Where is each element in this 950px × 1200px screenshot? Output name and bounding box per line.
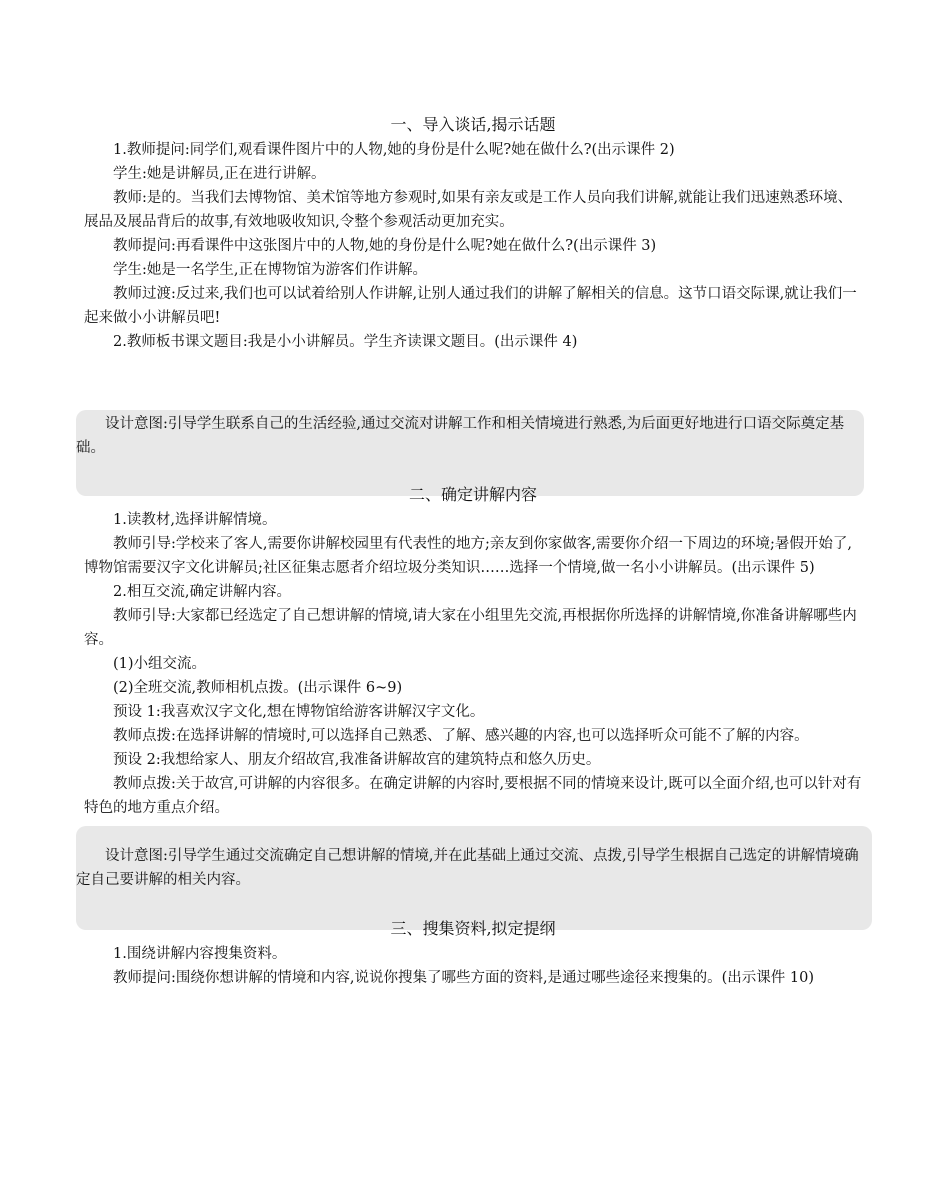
section-heading-3: 三、搜集资料,拟定提纲	[390, 919, 556, 938]
paragraph: 教师提问:围绕你想讲解的情境和内容,说说你搜集了哪些方面的资料,是通过哪些途径来搜集的。(出示课件 10)	[113, 970, 814, 986]
paragraph: 2.教师板书课文题目:我是小小讲解员。学生齐读课文题目。(出示课件 4)	[113, 334, 578, 350]
paragraph: 1.教师提问:同学们,观看课件图片中的人物,她的身份是什么呢?她在做什么?(出示课件 2)	[113, 142, 675, 158]
paragraph: 教师过渡:反过来,我们也可以试着给别人作讲解,让别人通过我们的讲解了解相关的信息。这节口语交际课,就让我们一起来做小小讲解员吧!	[84, 286, 857, 326]
section-heading-2: 二、确定讲解内容	[408, 485, 537, 504]
paragraph: 1.读教材,选择讲解情境。	[113, 512, 277, 528]
paragraph: 教师:是的。当我们去博物馆、美术馆等地方参观时,如果有亲友或是工作人员向我们讲解,就能让我们迅速熟悉环境、展品及展品背后的故事,有效地吸收知识,令整个参观活动更加充实。	[84, 190, 853, 230]
design-intent-text: 设计意图:引导学生通过交流确定自己想讲解的情境,并在此基础上通过交流、点拨,引导学生根据自己选定的讲解情境确定自己要讲解的相关内容。	[76, 848, 859, 888]
paragraph: 1.围绕讲解内容搜集资料。	[113, 946, 287, 962]
paragraph: (1)小组交流。	[113, 656, 207, 672]
paragraph: 教师引导:大家都已经选定了自己想讲解的情境,请大家在小组里先交流,再根据你所选择的讲解情境,你准备讲解哪些内容。	[84, 608, 857, 648]
paragraph: 预设 1:我喜欢汉字文化,想在博物馆给游客讲解汉字文化。	[113, 704, 485, 720]
paragraph: 教师提问:再看课件中这张图片中的人物,她的身份是什么呢?她在做什么?(出示课件 3)	[113, 238, 657, 254]
paragraph: 2.相互交流,确定讲解内容。	[113, 584, 291, 600]
paragraph: 教师点拨:在选择讲解的情境时,可以选择自己熟悉、了解、感兴趣的内容,也可以选择听众可能不了解的内容。	[113, 728, 809, 744]
design-intent-box-2	[76, 826, 872, 930]
design-intent-text: 设计意图:引导学生联系自己的生活经验,通过交流对讲解工作和相关情境进行熟悉,为后面更好地进行口语交际奠定基础。	[76, 416, 845, 456]
paragraph: 教师点拨:关于故宫,可讲解的内容很多。在确定讲解的内容时,要根据不同的情境来设计,既可以全面介绍,也可以针对有特色的地方重点介绍。	[84, 776, 862, 816]
document-page	[76, 112, 862, 990]
section-heading-1: 一、导入谈话,揭示话题	[390, 115, 556, 134]
paragraph: 学生:她是一名学生,正在博物馆为游客们作讲解。	[113, 262, 427, 278]
paragraph: (2)全班交流,教师相机点拨。(出示课件 6~9)	[113, 680, 403, 696]
paragraph: 教师引导:学校来了客人,需要你讲解校园里有代表性的地方;亲友到你家做客,需要你介绍一下周边的环境;暑假开始了,博物馆需要汉字文化讲解员;社区征集志愿者介绍垃圾分类知识……选择一个情境,做一名小小讲解员。(出示课件 5)	[84, 536, 852, 576]
paragraph: 学生:她是讲解员,正在进行讲解。	[113, 166, 326, 182]
paragraph: 预设 2:我想给家人、朋友介绍故宫,我准备讲解故宫的建筑特点和悠久历史。	[113, 752, 601, 768]
